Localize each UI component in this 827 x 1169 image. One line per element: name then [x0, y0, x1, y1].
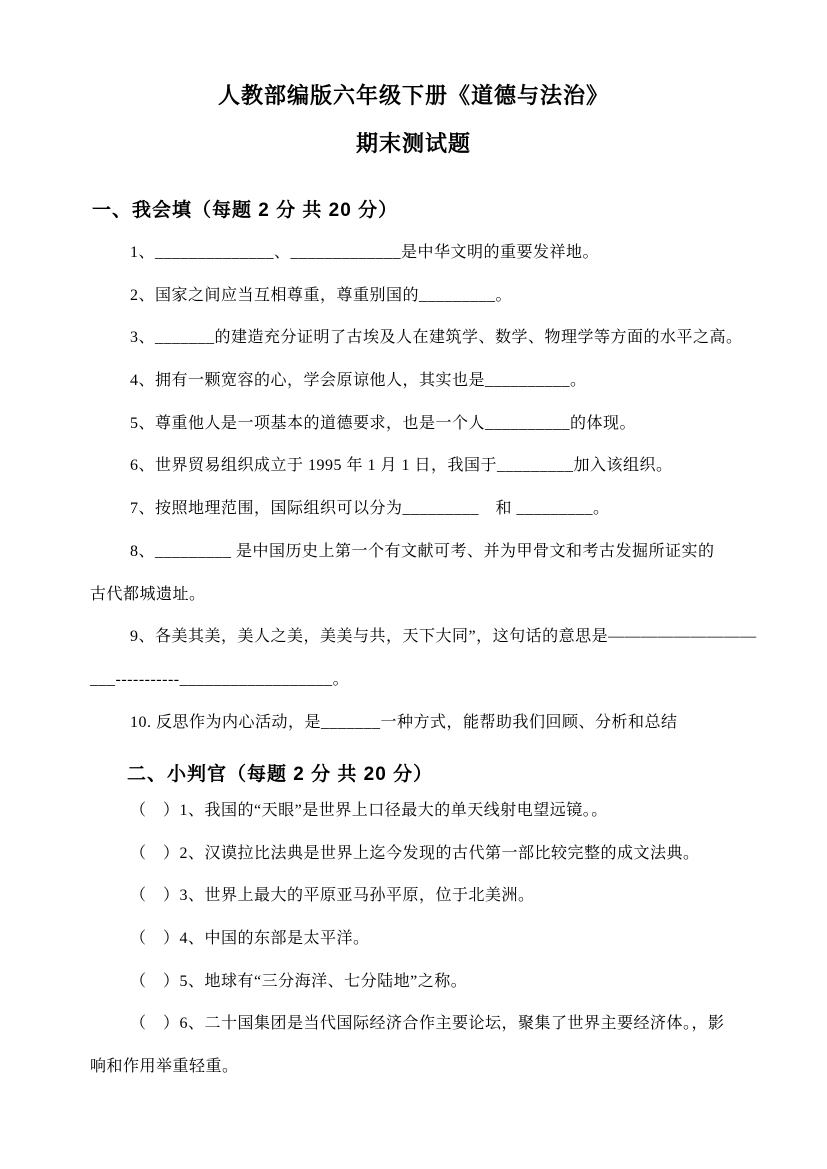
doc-subtitle: 期末测试题	[355, 131, 471, 156]
judge-line-1: （ ）1、我国的“天眼”是世界上口径最大的单天线射电望远镜。。	[130, 802, 608, 819]
judge-line-6b: 响和作用举重轻重。	[90, 1058, 239, 1076]
question-line-7: 7、按照地理范围，国际组织可以分为_________ 和 _________。	[130, 500, 610, 518]
judge-line-3: （ ）3、世界上最大的平原亚马孙平原，位于北美洲。	[130, 887, 535, 905]
question-line-3: 3、_______的建造充分证明了古埃及人在建筑学、数学、物理学等方面的水平之高。	[130, 329, 743, 347]
judge-line-4: （ ）4、中国的东部是太平洋。	[130, 930, 370, 948]
section1-heading: 一、我会填（每题 2 分 共 20 分）	[92, 200, 399, 221]
judge-line-5: （ ）5、地球有“三分海洋、七分陆地”之称。	[130, 972, 468, 990]
doc-title: 人教部编版六年级下册《道德与法治》	[217, 83, 609, 108]
question-line-6: 6、世界贸易组织成立于 1995 年 1 月 1 日，我国于_________加入该组织。	[130, 457, 673, 475]
judge-line-2: （ ）2、汉谟拉比法典是世界上迄今发现的古代第一部比较完整的成文法典。	[130, 844, 700, 862]
question-line-8b: 古代都城遗址。	[90, 585, 206, 603]
section1-questions	[0, 232, 827, 744]
question-line-9b: ___-----------__________________。	[90, 670, 350, 688]
question-line-9a: 9、各美其美，美人之美，美美与共，天下大同”，这句话的意思是—————————	[130, 628, 757, 646]
section2-heading: 二、小判官（每题 2 分 共 20 分）	[127, 764, 434, 785]
question-line-10: 10. 反思作为内心活动，是_______一种方式，能帮助我们回顾、分析和总结	[130, 713, 678, 731]
question-line-8a: 8、_________ 是中国历史上第一个有文献可考、并为甲骨文和考古发掘所证实的	[130, 542, 715, 560]
question-line-5: 5、尊重他人是一项基本的道德要求，也是一个人__________的体现。	[130, 414, 637, 432]
doc-header	[0, 72, 827, 168]
question-line-1: 1、______________、_____________是中华文明的重要发祥地。	[130, 244, 600, 261]
question-line-2: 2、国家之间应当互相尊重，尊重别国的_________。	[130, 286, 513, 304]
question-line-4: 4、拥有一颗宽容的心，学会原谅他人，其实也是__________。	[130, 372, 587, 390]
section2-questions	[0, 790, 827, 1089]
judge-line-6a: （ ）6、二十国集团是当代国际经济合作主要论坛，聚集了世界主要经济体。，影	[130, 1015, 725, 1033]
